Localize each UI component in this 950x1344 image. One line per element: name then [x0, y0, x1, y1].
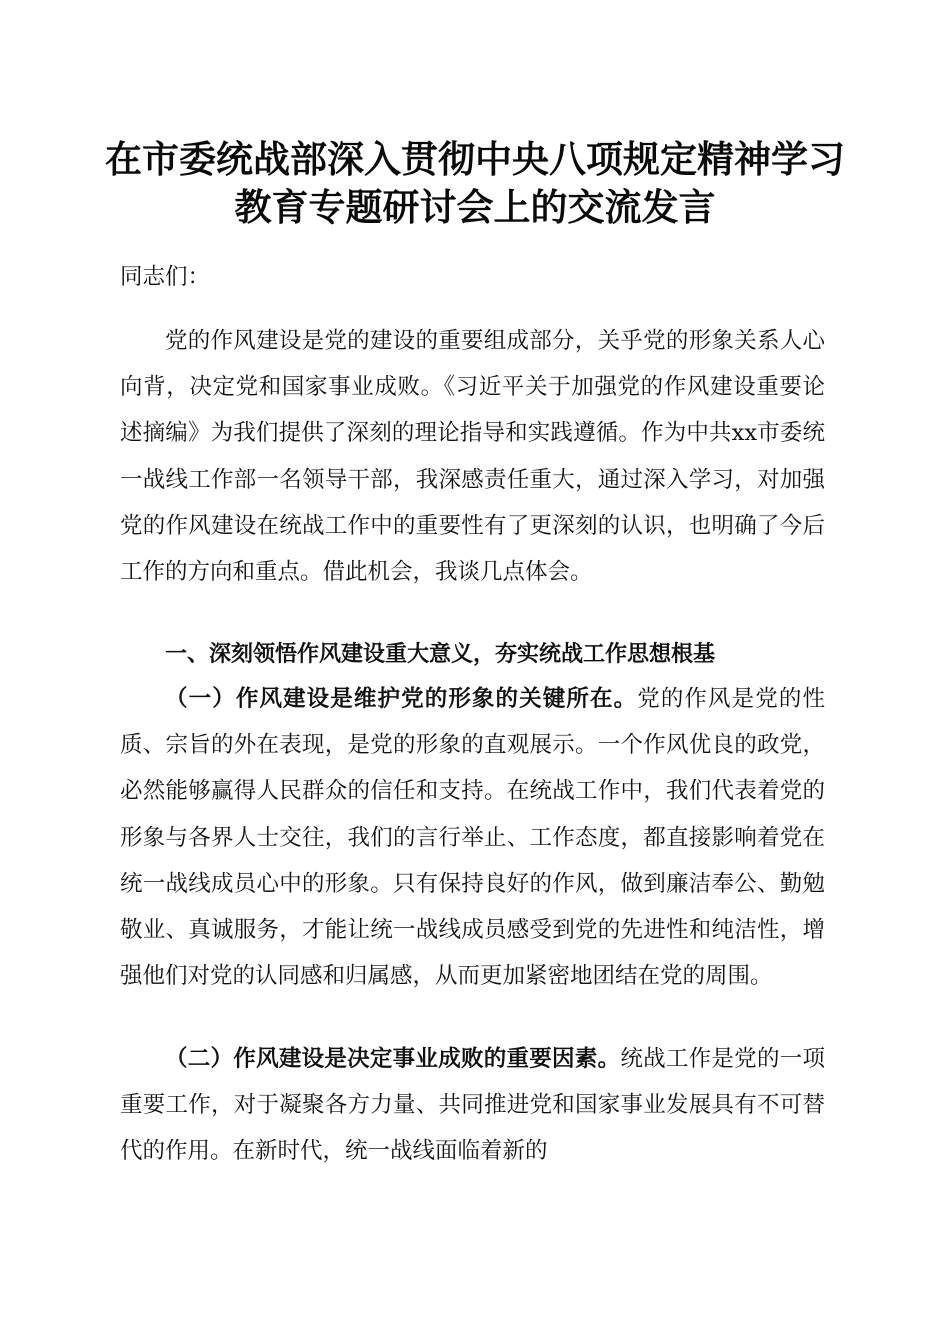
subsection-2-text: 统战工作是党的一项重要工作，对于凝聚各方力量、共同推进党和国家事业发展具有不可替代的作用。在新时代，统一战线面临着新的: [120, 1046, 825, 1165]
document-title-line-2: 教育专题研讨会上的交流发言: [234, 185, 716, 229]
subsection-2-paragraph: [120, 1036, 825, 1175]
subsection-1-text: 党的作风是党的性质、宗旨的外在表现，是党的形象的直观展示。一个作风优良的政党，必然能够赢得人民群众的信任和支持。在统战工作中，我们代表着党的形象与各界人士交往，我们的言行举止、工作态度，都直接影响着党在统一战线成员心中的形象。只有保持良好的作风，做到廉洁奉公、勤勉敬业、真诚服务，才能让统一战线成员感受到党的先进性和纯洁性，增强他们对党的认同感和归属感，从而更加紧密地团结在党的周围。: [120, 686, 825, 990]
salutation: 同志们：: [120, 264, 211, 290]
subsection-1-paragraph: [120, 676, 825, 999]
section-heading-1: 一、深刻领悟作风建设重大意义，夯实统战工作思想根基: [165, 642, 716, 667]
intro-paragraph: 党的作风建设是党的建设的重要组成部分，关乎党的形象关系人心向背，决定党和国家事业成败。《习近平关于加强党的作风建设重要论述摘编》为我们提供了深刻的理论指导和实践遵循。作为中共xx市委统一战线工作部一名领导干部，我深感责任重大，通过深入学习，对加强党的作风建设在统战工作中的重要性有了更深刻的认识，也明确了今后工作的方向和重点。借此机会，我谈几点体会。: [120, 328, 825, 586]
subsection-1-heading: （一）作风建设是维护党的形象的关键所在。: [165, 686, 638, 712]
document-title-line-1: 在市委统战部深入贯彻中央八项规定精神学习: [105, 137, 845, 181]
subsection-2-heading: （二）作风建设是决定事业成败的重要因素。: [165, 1046, 621, 1072]
